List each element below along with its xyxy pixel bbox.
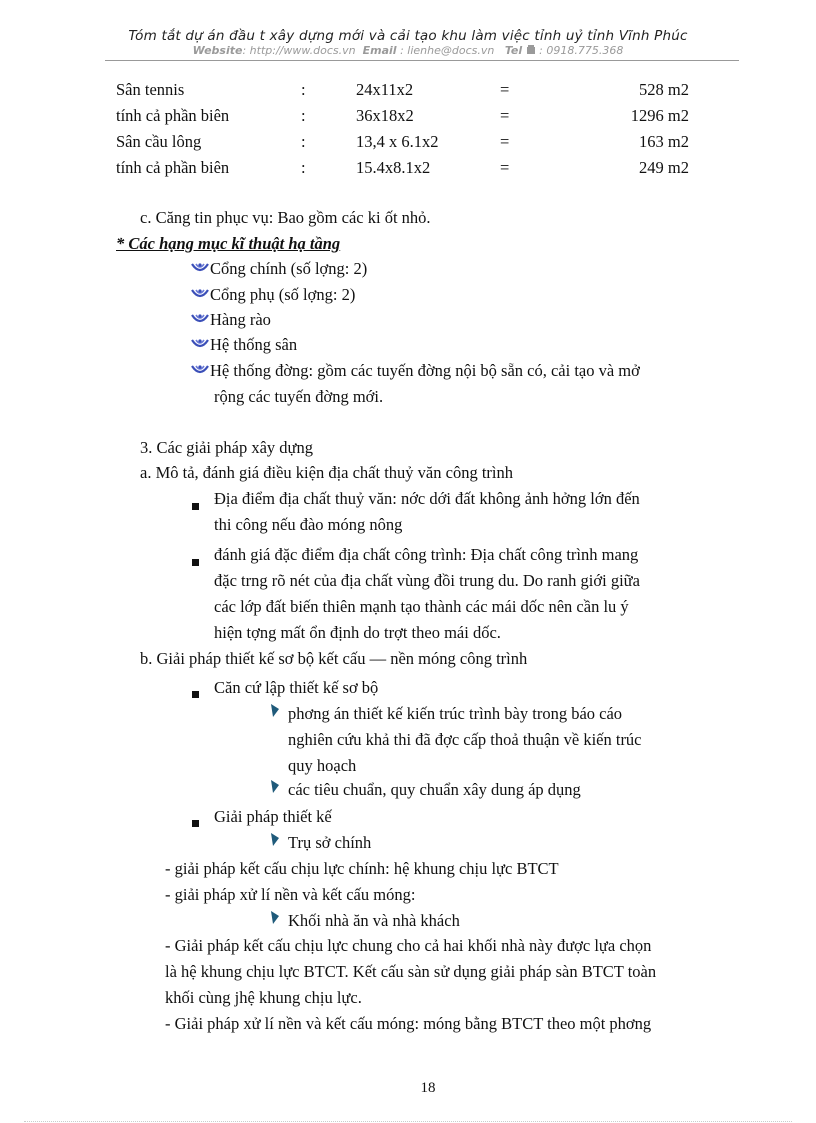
paragraph-line: - Giải pháp xử lí nền và kết cấu móng: móng bằng BTCT theo một phơng (165, 1014, 652, 1033)
area-value: 249 m2 (639, 158, 689, 177)
area-name: tính cả phần biên (116, 158, 230, 177)
area-dims: 36x18x2 (356, 106, 414, 125)
square-bullet-icon (192, 551, 199, 571)
a-bullet-line: các lớp đất biến thiên mạnh tạo thành các mái dốc nên cần lu ý (214, 597, 629, 616)
website-value[interactable]: : http://www.docs.vn (242, 44, 356, 57)
footer-rule (24, 1121, 792, 1122)
dash-line: - giải pháp kết cấu chịu lực chính: hệ khung chịu lực BTCT (165, 859, 559, 878)
area-value: 163 m2 (639, 132, 689, 151)
section-3-heading: 3. Các giải pháp xây dựng (140, 438, 313, 457)
b-sub-line: phơng án thiết kế kiến trúc trình bày trong báo cáo (288, 704, 623, 723)
infra-item-continuation: rộng các tuyến đờng mới. (214, 387, 384, 406)
tel-value: : 0918.775.368 (539, 44, 624, 57)
area-sep: : (301, 106, 306, 125)
paragraph-line: - Giải pháp kết cấu chịu lực chung cho cả hai khối nhà này được lựa chọn (165, 936, 652, 955)
b-sub-line: Trụ sở chính (288, 833, 372, 852)
a-bullet-line: thi công nếu đào móng nông (214, 515, 403, 534)
b-bullet: Giải pháp thiết kế (214, 807, 332, 826)
section-a-heading: a. Mô tả, đánh giá điều kiện địa chất thuỷ văn công trình (140, 463, 513, 482)
infra-item: Hệ thống sân (190, 335, 297, 355)
square-bullet-icon (192, 683, 199, 703)
b-bullet: Căn cứ lập thiết kế sơ bộ (214, 678, 379, 697)
header-rule (105, 60, 739, 61)
b-sub-line: nghiên cứu khả thi đã đợc cấp thoả thuận về kiến trúc (288, 730, 642, 749)
infra-item: Cổng phụ (số lợng: 2) (190, 285, 355, 305)
page-number: 18 (420, 1080, 436, 1096)
paragraph-line: khối cùng jhệ khung chịu lực. (165, 988, 362, 1007)
flag-bullet-icon (270, 703, 280, 723)
item-c: c. Căng tin phục vụ: Bao gồm các ki ốt nhỏ. (140, 208, 431, 227)
spiral-bullet-icon (190, 260, 210, 274)
section-b-heading: b. Giải pháp thiết kế sơ bộ kết cấu — nền móng công trình (140, 649, 528, 668)
email-value[interactable]: : lienhe@docs.vn (400, 44, 495, 57)
flag-bullet-icon (270, 832, 280, 852)
square-bullet-icon (192, 495, 199, 515)
a-bullet-line: đặc trng rõ nét của địa chất vùng đồi trung du. Do ranh giới giữa (214, 571, 640, 590)
infra-item: Hệ thống đờng: gồm các tuyến đờng nội bộ sẵn có, cải tạo và mở (190, 361, 640, 381)
header-title: Tóm tắt dự án đầu t xây dựng mới và cải tạo khu làm việc tỉnh uỷ tỉnh Vĩnh Phúc (128, 28, 688, 44)
b-sub-line: các tiêu chuẩn, quy chuẩn xây dung áp dụng (288, 780, 581, 799)
spiral-bullet-icon (190, 286, 210, 300)
area-sep: : (301, 132, 306, 151)
flag-bullet-icon (270, 910, 280, 930)
area-name: Sân tennis (116, 80, 185, 99)
area-dims: 15.4x8.1x2 (356, 158, 431, 177)
flag-bullet-icon (270, 779, 280, 799)
spiral-bullet-icon (190, 311, 210, 325)
paragraph-line: là hệ khung chịu lực BTCT. Kết cấu sàn sử dụng giải pháp sàn BTCT toàn (165, 962, 657, 981)
a-bullet-line: hiện tợng mất ổn định do trợt theo mái dốc. (214, 623, 501, 642)
area-eq: = (500, 132, 510, 151)
area-dims: 13,4 x 6.1x2 (356, 132, 439, 151)
spiral-bullet-icon (190, 336, 210, 350)
area-eq: = (500, 158, 510, 177)
square-bullet-icon (192, 812, 199, 832)
phone-icon (526, 45, 536, 55)
area-value: 1296 m2 (630, 106, 689, 125)
infra-heading: * Các hạng mục kĩ thuật hạ tầng (116, 234, 341, 253)
dash-line: - giải pháp xử lí nền và kết cấu móng: (165, 885, 416, 904)
area-dims: 24x11x2 (356, 80, 414, 99)
email-label: Email (362, 44, 397, 57)
area-name: tính cả phần biên (116, 106, 230, 125)
spiral-bullet-icon (190, 362, 210, 376)
b-sub-line: quy hoạch (288, 756, 357, 775)
header-contact (0, 44, 816, 57)
area-eq: = (500, 106, 510, 125)
a-bullet-line: đánh giá đặc điểm địa chất công trình: Địa chất công trình mang (214, 545, 639, 564)
b-sub-line: Khối nhà ăn và nhà khách (288, 911, 460, 930)
a-bullet-line: Địa điểm địa chất thuỷ văn: nớc dới đất không ảnh hởng lớn đến (214, 489, 640, 508)
area-value: 528 m2 (639, 80, 689, 99)
website-label: Website (192, 44, 243, 57)
area-eq: = (500, 80, 510, 99)
infra-item: Hàng rào (190, 310, 271, 330)
area-sep: : (301, 80, 306, 99)
area-sep: : (301, 158, 306, 177)
tel-label: Tel (504, 44, 523, 57)
infra-item: Cổng chính (số lợng: 2) (190, 259, 367, 279)
area-name: Sân cầu lông (116, 132, 202, 151)
